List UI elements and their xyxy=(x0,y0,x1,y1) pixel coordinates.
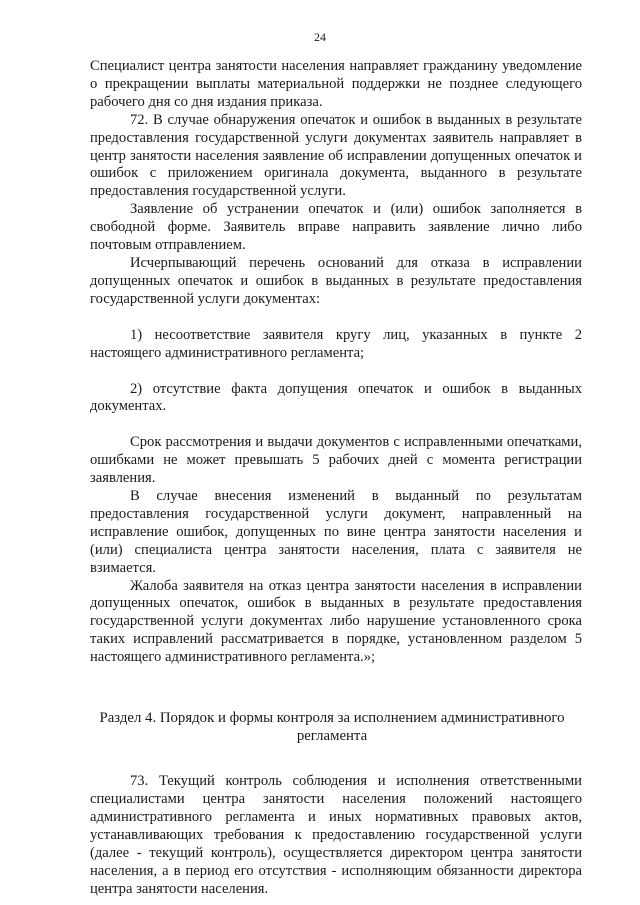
list-item-2: 2) отсутствие факта допущения опечаток и ошибок в выданных документах. xyxy=(90,380,582,415)
paragraph-review-term: Срок рассмотрения и выдачи документов с исправленными опечатками, ошибками не может превышать 5 рабочих дней с момента регистрации заявления. xyxy=(90,434,582,487)
paragraph-72: 72. В случае обнаружения опечаток и ошибок в выданных в результате предоставления государственной услуги документах заявитель направляет в центр занятости населения заявление об исправлении допущенных опечаток и ошибок с приложением оригинала документа, выданного в результате предоставления государственной услуги. xyxy=(90,111,582,200)
paragraph-complaint: Жалоба заявителя на отказ центра занятости населения в исправлении допущенных опечаток, ошибок в выданных в результате предоставления государственной услуги документах либо нарушение установленного срока таких исправлений рассматривается в порядке, установленном разделом 5 настоящего административного регламента.»; xyxy=(90,577,582,666)
paragraph-application-form: Заявление об устранении опечаток и (или) ошибок заполняется в свободной форме. Заявитель вправе направить заявление лично либо почтовым отправлением. xyxy=(90,201,582,254)
page-number: 24 xyxy=(314,30,326,44)
paragraph-no-fee: В случае внесения изменений в выданный по результатам предоставления государственной услуги документ, направленный на исправление ошибок, допущенных по вине центра занятости населения и (или) специалиста центра занятости населения, плата с заявителя не взимается. xyxy=(90,488,582,576)
paragraph-notification: Специалист центра занятости населения направляет гражданину уведомление о прекращении выплаты материальной поддержки не позднее следующего рабочего дня со дня издания приказа. xyxy=(90,58,582,110)
document-body xyxy=(90,58,582,898)
section-4-title: Раздел 4. Порядок и формы контроля за исполнением административного регламента xyxy=(99,710,565,745)
paragraph-refusal-grounds: Исчерпывающий перечень оснований для отказа в исправлении допущенных опечаток и ошибок в выданных в результате предоставления государственной услуги документах: xyxy=(90,254,582,307)
list-item-1: 1) несоответствие заявителя кругу лиц, указанных в пункте 2 настоящего административного регламента; xyxy=(90,326,582,361)
paragraph-73: 73. Текущий контроль соблюдения и исполнения ответственными специалистами центра занятости населения положений настоящего административного регламента и иных нормативных правовых актов, устанавливающих требования к предоставлению государственной услуги (далее - текущий контроль), осуществляется директором центра занятости населения, а в период его отсутствия - исполняющим обязанности директора центра занятости населения. xyxy=(90,773,582,897)
